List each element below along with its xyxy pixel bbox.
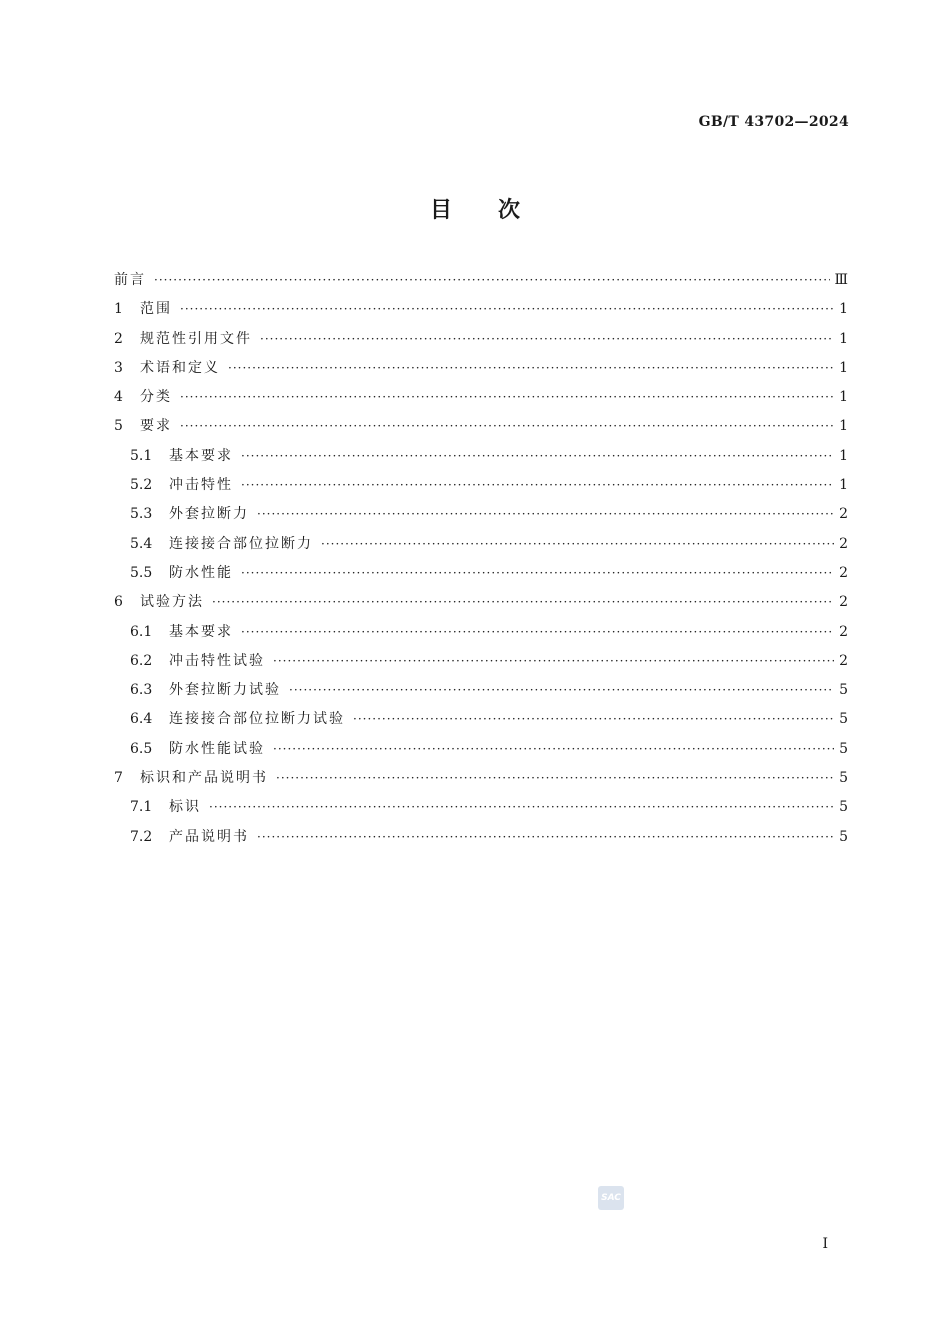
toc-entry-page: 5 bbox=[839, 770, 848, 787]
toc-entry-label: 防水性能 bbox=[169, 564, 233, 581]
watermark-text: SAC bbox=[601, 1193, 621, 1203]
toc-entry-page: 1 bbox=[839, 477, 848, 494]
toc-dot-leader bbox=[276, 771, 834, 785]
toc-entry[interactable] bbox=[114, 533, 848, 562]
toc-entry-page: 2 bbox=[839, 652, 848, 669]
toc-entry-page: Ⅲ bbox=[834, 272, 848, 288]
toc-entry-label: 标识和产品说明书 bbox=[140, 770, 268, 787]
toc-entry-page: 1 bbox=[839, 418, 848, 435]
toc-dot-leader bbox=[257, 507, 834, 521]
toc-entry[interactable] bbox=[114, 386, 848, 415]
toc-entry-label: 外套拉断力试验 bbox=[169, 682, 281, 699]
toc-entry-page: 1 bbox=[839, 447, 848, 464]
toc-entry-label: 试验方法 bbox=[140, 594, 204, 611]
toc-entry[interactable] bbox=[114, 269, 848, 298]
toc-entry-label: 规范性引用文件 bbox=[140, 330, 252, 347]
toc-dot-leader bbox=[257, 830, 834, 844]
toc-entry-page: 2 bbox=[839, 594, 848, 611]
toc-entry-page: 2 bbox=[839, 535, 848, 552]
toc-entry[interactable] bbox=[114, 650, 848, 679]
toc-entry-number: 5 bbox=[114, 418, 123, 435]
sac-watermark-logo bbox=[598, 1186, 624, 1210]
toc-entry-label: 连接接合部位拉断力 bbox=[169, 535, 313, 552]
toc-entry[interactable] bbox=[114, 767, 848, 796]
toc-entry-label: 连接接合部位拉断力试验 bbox=[169, 711, 345, 728]
toc-dot-leader bbox=[180, 302, 834, 316]
toc-entry-number: 4 bbox=[114, 389, 123, 406]
toc-entry-label: 分类 bbox=[140, 389, 172, 406]
toc-entry[interactable] bbox=[114, 562, 848, 591]
toc-entry-label: 冲击特性试验 bbox=[169, 652, 265, 669]
toc-dot-leader bbox=[212, 595, 834, 609]
toc-entry-label: 范围 bbox=[140, 301, 172, 318]
toc-dot-leader bbox=[241, 566, 834, 580]
toc-entry-label: 冲击特性 bbox=[169, 477, 233, 494]
toc-entry[interactable] bbox=[114, 357, 848, 386]
table-of-contents bbox=[114, 269, 848, 855]
toc-entry-page: 2 bbox=[839, 623, 848, 640]
toc-entry[interactable] bbox=[114, 738, 848, 767]
toc-entry-label: 外套拉断力 bbox=[169, 506, 249, 523]
toc-entry-number: 5.4 bbox=[130, 535, 153, 552]
toc-entry-page: 1 bbox=[839, 359, 848, 376]
toc-entry-label: 基本要求 bbox=[169, 623, 233, 640]
toc-entry-page: 2 bbox=[839, 506, 848, 523]
toc-entry-label: 产品说明书 bbox=[169, 828, 249, 845]
toc-entry-number: 6.3 bbox=[130, 682, 153, 699]
toc-entry-number: 5.3 bbox=[130, 506, 153, 523]
toc-dot-leader bbox=[273, 742, 834, 756]
toc-entry[interactable] bbox=[114, 328, 848, 357]
toc-dot-leader bbox=[273, 654, 834, 668]
toc-dot-leader bbox=[353, 712, 834, 726]
toc-entry-page: 5 bbox=[839, 799, 848, 816]
toc-entry-number: 6.1 bbox=[130, 623, 153, 640]
toc-dot-leader bbox=[321, 537, 834, 551]
toc-entry-number: 2 bbox=[114, 330, 123, 347]
toc-entry[interactable] bbox=[114, 826, 848, 855]
toc-entry-label: 前言 bbox=[114, 272, 146, 288]
toc-entry[interactable] bbox=[114, 503, 848, 532]
toc-entry[interactable] bbox=[114, 796, 848, 825]
toc-dot-leader bbox=[241, 449, 834, 463]
footer-page-number: I bbox=[822, 1236, 828, 1252]
toc-entry-page: 5 bbox=[839, 711, 848, 728]
toc-dot-leader bbox=[209, 800, 834, 814]
page-title: 目次 bbox=[429, 198, 566, 223]
toc-entry-number: 6.5 bbox=[130, 740, 153, 757]
toc-entry-number: 5.2 bbox=[130, 477, 153, 494]
toc-entry[interactable] bbox=[114, 591, 848, 620]
toc-entry-number: 6.4 bbox=[130, 711, 153, 728]
toc-entry-number: 3 bbox=[114, 359, 123, 376]
toc-entry-label: 基本要求 bbox=[169, 447, 233, 464]
toc-entry-number: 5.1 bbox=[130, 447, 153, 464]
toc-entry[interactable] bbox=[114, 679, 848, 708]
toc-entry-page: 2 bbox=[839, 564, 848, 581]
toc-entry-label: 标识 bbox=[169, 799, 201, 816]
toc-entry-page: 5 bbox=[839, 682, 848, 699]
toc-entry-label: 术语和定义 bbox=[140, 359, 220, 376]
toc-entry-number: 6 bbox=[114, 594, 123, 611]
toc-entry-number: 7 bbox=[114, 770, 123, 787]
toc-entry-page: 1 bbox=[839, 389, 848, 406]
toc-dot-leader bbox=[241, 478, 834, 492]
toc-entry[interactable] bbox=[114, 474, 848, 503]
toc-entry-number: 7.2 bbox=[130, 828, 153, 845]
toc-dot-leader bbox=[180, 390, 834, 404]
toc-entry-page: 5 bbox=[839, 828, 848, 845]
toc-entry-number: 7.1 bbox=[130, 799, 153, 816]
toc-entry[interactable] bbox=[114, 621, 848, 650]
toc-entry-number: 6.2 bbox=[130, 652, 153, 669]
toc-entry[interactable] bbox=[114, 445, 848, 474]
toc-dot-leader bbox=[241, 625, 834, 639]
toc-dot-leader bbox=[180, 419, 834, 433]
toc-dot-leader bbox=[260, 332, 834, 346]
toc-entry[interactable] bbox=[114, 298, 848, 327]
toc-entry-number: 5.5 bbox=[130, 564, 153, 581]
toc-entry-label: 防水性能试验 bbox=[169, 740, 265, 757]
toc-entry[interactable] bbox=[114, 415, 848, 444]
toc-dot-leader bbox=[289, 683, 834, 697]
toc-entry[interactable] bbox=[114, 708, 848, 737]
toc-entry-page: 1 bbox=[839, 301, 848, 318]
toc-dot-leader bbox=[228, 361, 834, 375]
toc-entry-page: 1 bbox=[839, 330, 848, 347]
standard-code: GB/T 43702—2024 bbox=[698, 114, 849, 130]
toc-entry-number: 1 bbox=[114, 301, 123, 318]
toc-entry-label: 要求 bbox=[140, 418, 172, 435]
toc-entry-page: 5 bbox=[839, 740, 848, 757]
toc-dot-leader bbox=[154, 273, 830, 287]
